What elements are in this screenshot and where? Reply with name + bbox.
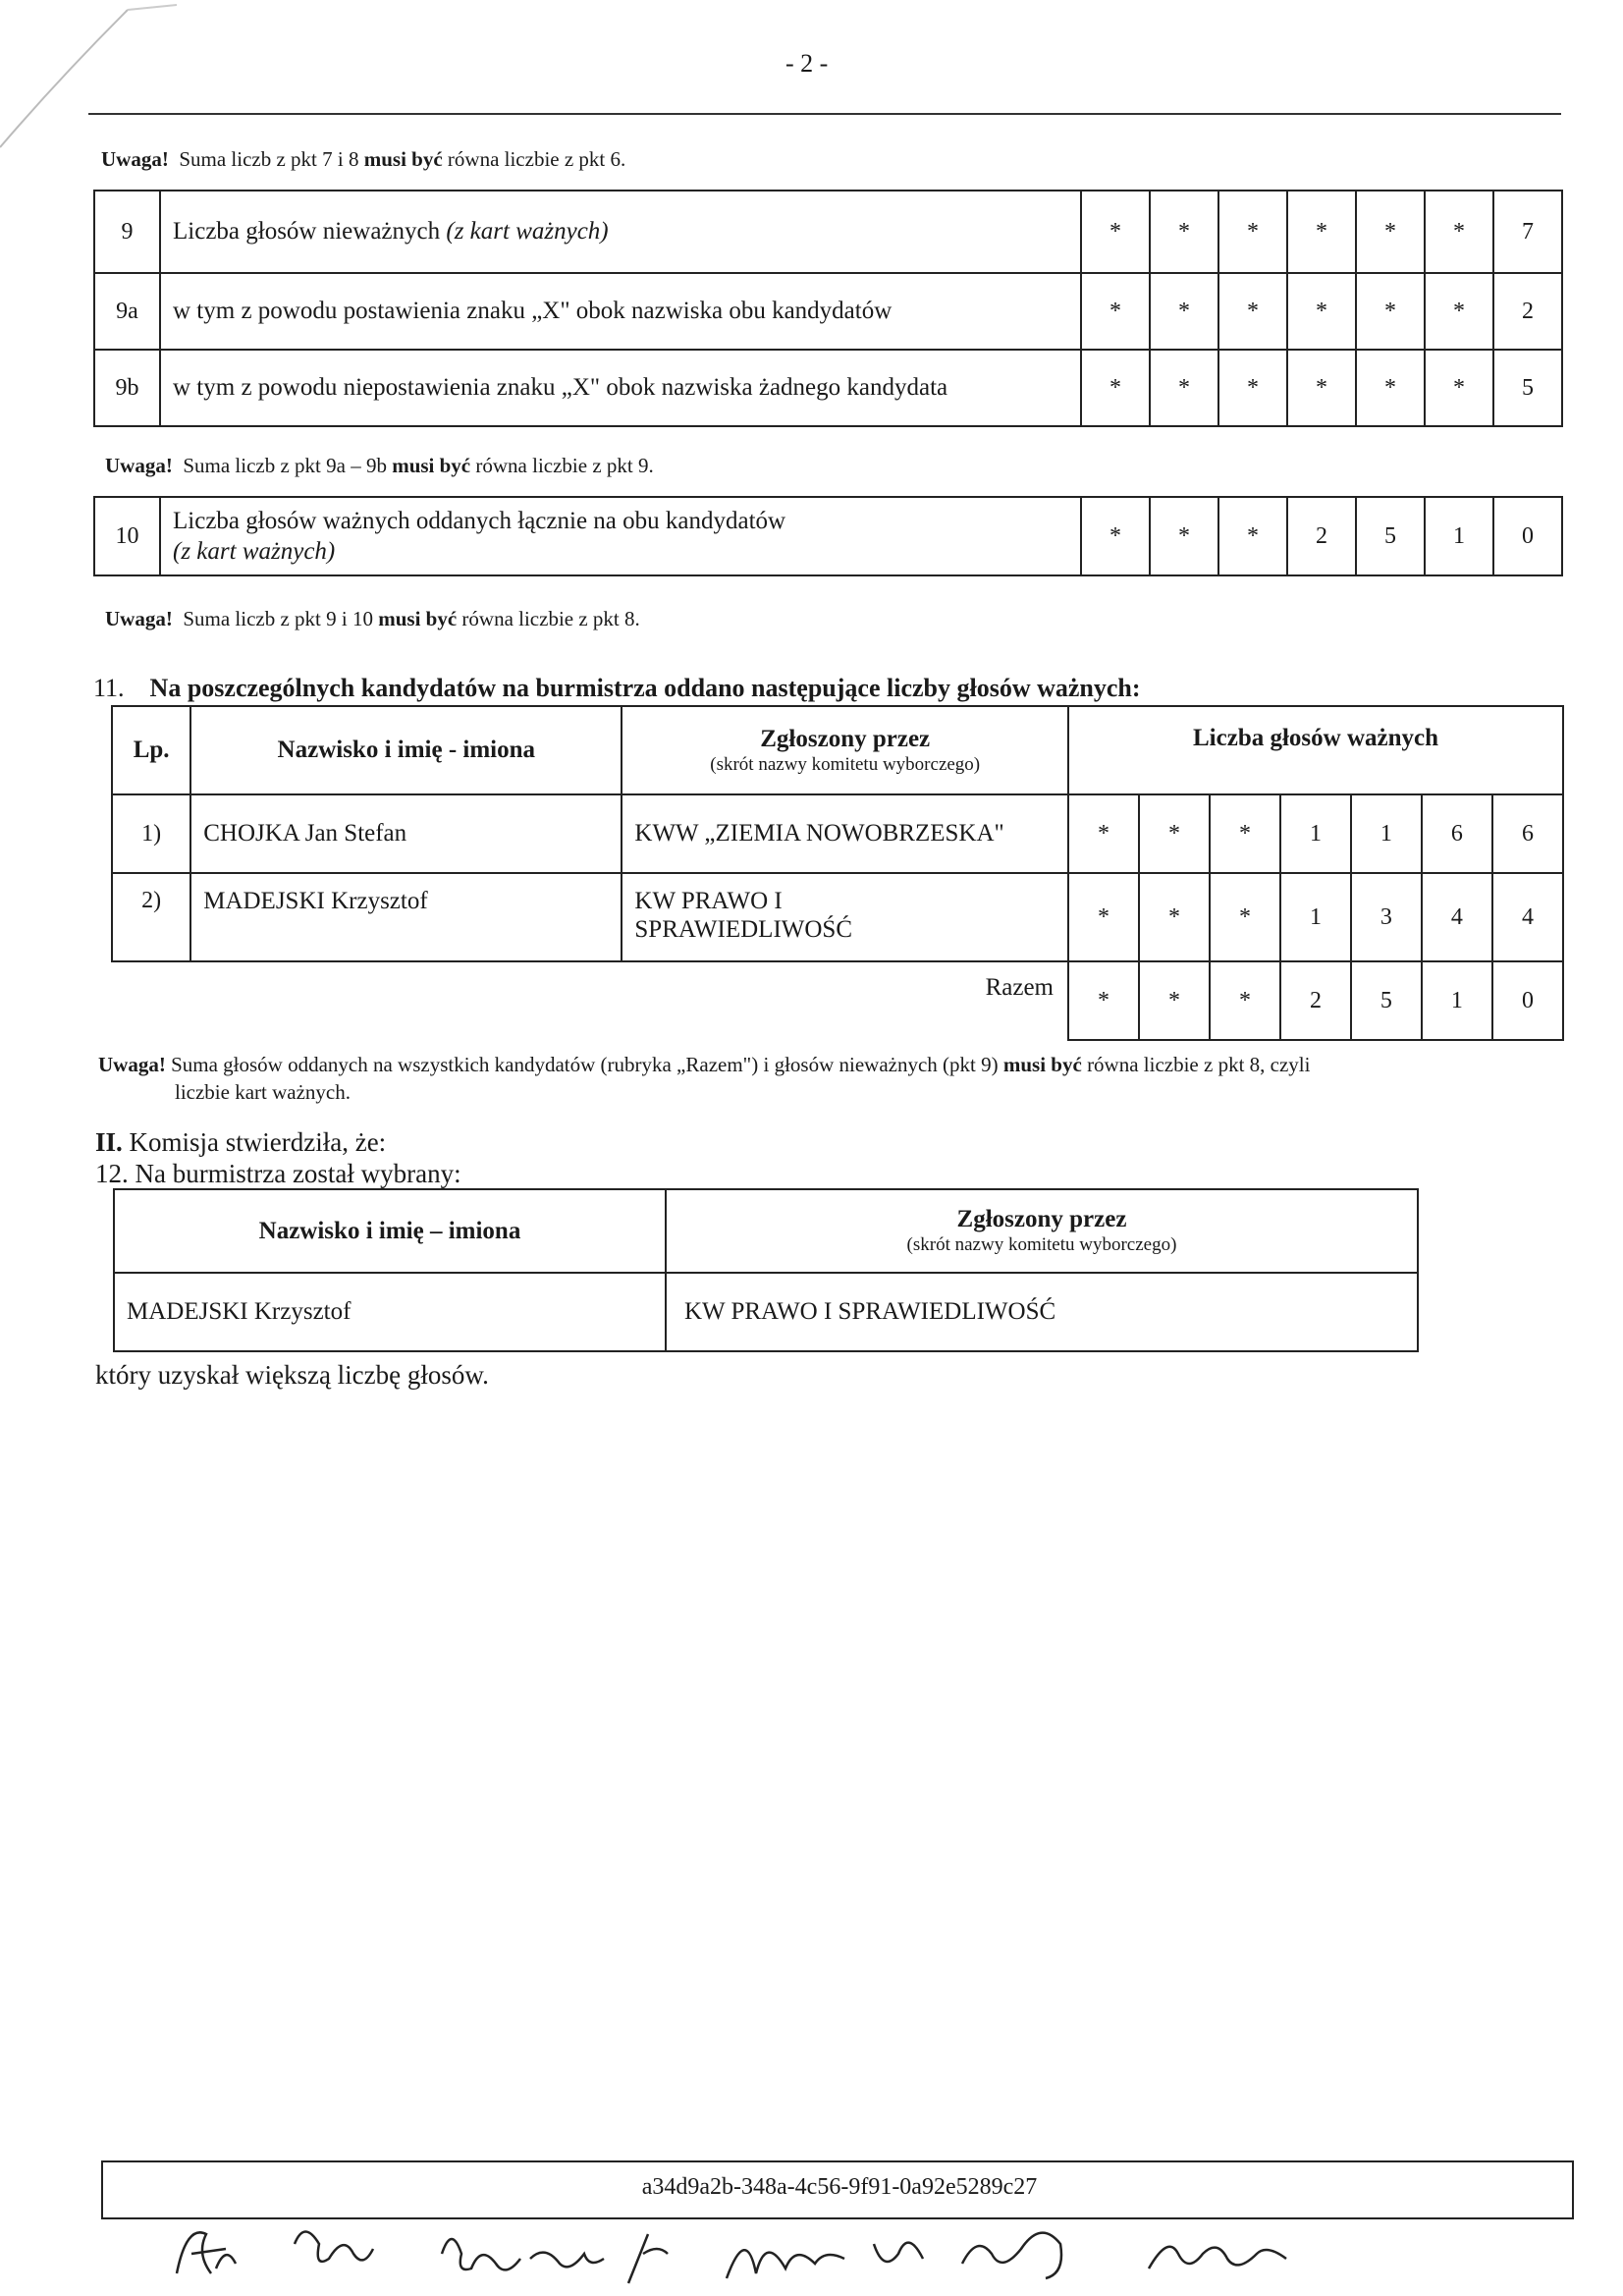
footer-box <box>101 2160 1574 2219</box>
section-ii-heading: II. Komisja stwierdziła, że: <box>95 1127 387 1157</box>
table-row: 9 Liczba głosów nieważnych (z kart ważnych) * * * * * * 7 <box>94 191 1562 273</box>
note-1: Uwaga! Suma liczb z pkt 7 i 8 musi być równa liczbie z pkt 6. <box>101 147 626 171</box>
folded-corner-decoration <box>0 0 177 157</box>
candidates-table: Lp. Nazwisko i imię - imiona Zgłoszony przez (skrót nazwy komitetu wyborczego) Liczba głosów ważnych 1) CHOJKA Jan Stefan KWW „ZIEMIA NOWOBRZESKA" * * * 1 1 6 6 2) MADEJSKI Krzysztof KW PRAWO I SPRAWIEDLIWOŚĆ * * * 1 3 4 4 Razem * * * 2 5 1 0 <box>111 705 1564 1041</box>
signatures-image <box>157 2214 1316 2293</box>
row-label: Liczba głosów nieważnych (z kart ważnych) <box>160 191 1081 273</box>
total-row: Razem * * * 2 5 1 0 <box>112 961 1563 1040</box>
header-rule <box>88 113 1561 115</box>
table-row: 1) CHOJKA Jan Stefan KWW „ZIEMIA NOWOBRZESKA" * * * 1 1 6 6 <box>112 794 1563 873</box>
table-row: 9a w tym z powodu postawienia znaku „X" obok nazwiska obu kandydatów * * * * * * 2 <box>94 273 1562 350</box>
valid-votes-table <box>93 496 1563 576</box>
elected-table: Nazwisko i imię – imiona Zgłoszony przez (skrót nazwy komitetu wyborczego) MADEJSKI Krzysztof KW PRAWO I SPRAWIEDLIWOŚĆ <box>113 1188 1419 1352</box>
invalid-votes-table <box>93 190 1563 427</box>
document-id: a34d9a2b-348a-4c56-9f91-0a92e5289c27 <box>641 2174 1038 2200</box>
closing-text: który uzyskał większą liczbę głosów. <box>95 1360 489 1390</box>
section-11-heading: 11. Na poszczególnych kandydatów na burmistrza oddano następujące liczby głosów ważnych: <box>93 674 1141 702</box>
item-12-heading: 12. Na burmistrza został wybrany: <box>95 1159 461 1188</box>
table-row: 2) MADEJSKI Krzysztof KW PRAWO I SPRAWIEDLIWOŚĆ * * * 1 3 4 4 <box>112 873 1563 961</box>
note-4: Uwaga! Suma głosów oddanych na wszystkich kandydatów (rubryka „Razem") i głosów nieważnych (pkt 9) musi być równa liczbie z pkt 8, czyli liczbie kart ważnych. <box>98 1053 1311 1105</box>
note-3: Uwaga! Suma liczb z pkt 9 i 10 musi być równa liczbie z pkt 8. <box>105 607 640 630</box>
page-number: - 2 - <box>785 49 829 78</box>
table-row: MADEJSKI Krzysztof KW PRAWO I SPRAWIEDLIWOŚĆ <box>114 1273 1418 1351</box>
table-row: 9b w tym z powodu niepostawienia znaku „X" obok nazwiska żadnego kandydata * * * * * * 5 <box>94 350 1562 426</box>
table-row: 10 Liczba głosów ważnych oddanych łącznie na obu kandydatów (z kart ważnych) * * * 2 5 1 0 <box>94 497 1562 575</box>
note-2: Uwaga! Suma liczb z pkt 9a – 9b musi być równa liczbie z pkt 9. <box>105 454 654 477</box>
